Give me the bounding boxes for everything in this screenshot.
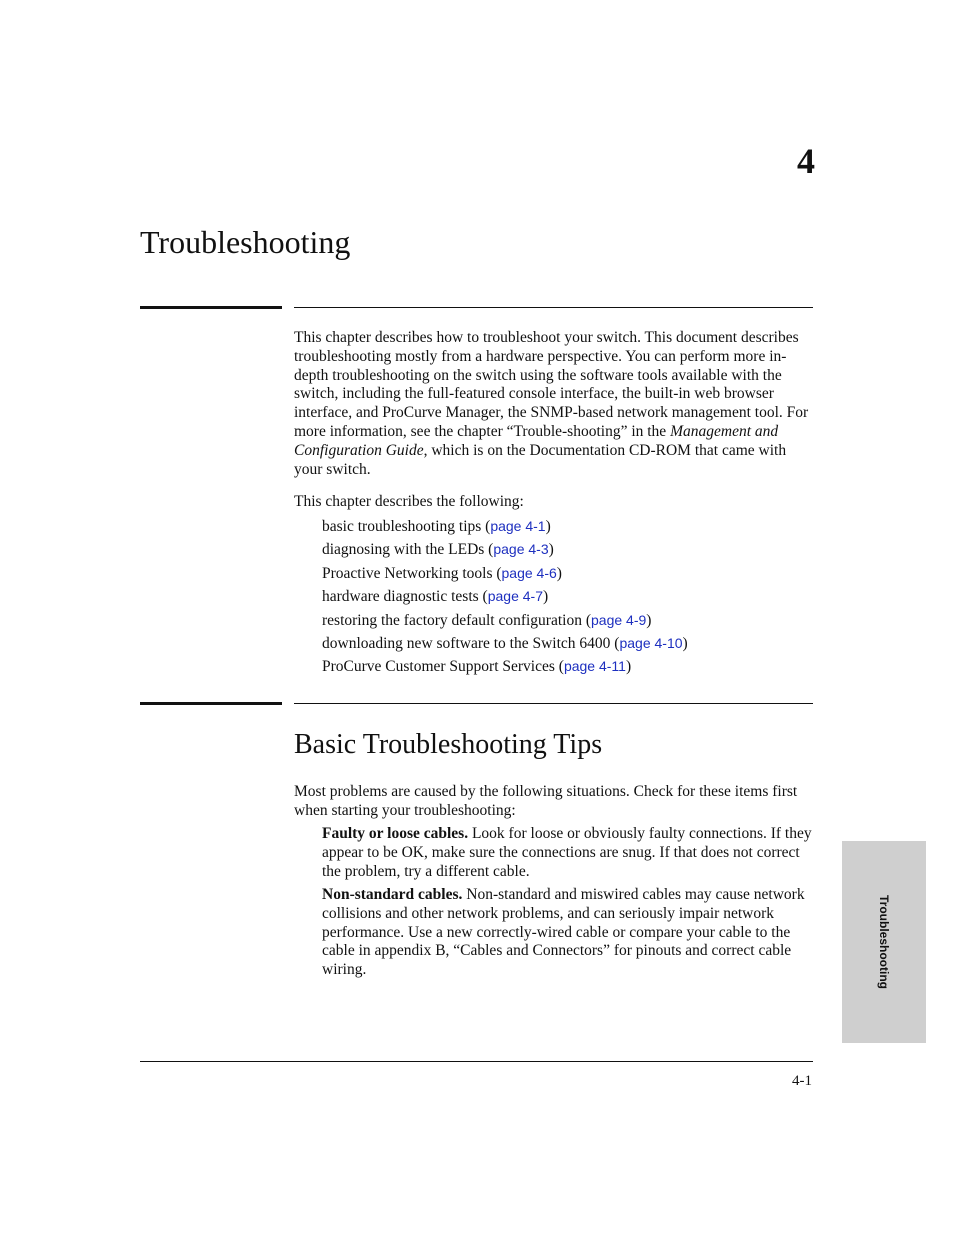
- toc-item: basic troubleshooting tips (page 4-1): [322, 518, 551, 535]
- tip-paragraph: Faulty or loose cables. Look for loose or obviously faulty connections. If they appear to be OK, make sure the connections are snug. If that does not correct the problem, try a different cable.: [322, 825, 812, 880]
- toc-list: [322, 515, 822, 679]
- chapter-title: Troubleshooting: [140, 224, 351, 260]
- section-intro: Most problems are caused by the following situations. Check for these items first when starting your troubleshooting:: [294, 783, 798, 819]
- tip-paragraph: Non-standard cables. Non-standard and miswired cables may cause network collisions and other network problems, and can seriously impair network performance. Use a new correctly-wired cable or compare your cable to the cable in appendix B, “Cables and Connectors” for pinouts and correct cable wiring.: [322, 886, 805, 979]
- toc-item: downloading new software to the Switch 6400 (page 4-10): [322, 634, 688, 652]
- side-tab-label: Troubleshooting: [877, 895, 891, 989]
- section-title: Basic Troubleshooting Tips: [294, 729, 603, 760]
- page-link[interactable]: page 4-11: [563, 658, 626, 675]
- toc-item: ProCurve Customer Support Services (page 4-11): [322, 658, 632, 676]
- rule-thick-left: [140, 306, 282, 309]
- section-rule-thin: [294, 703, 813, 704]
- footer-rule: [140, 1061, 813, 1062]
- side-chapter-tab: [842, 841, 926, 1043]
- page-number: 4-1: [792, 1073, 812, 1089]
- chapter-number: 4: [797, 141, 815, 181]
- toc-item: Proactive Networking tools (page 4-6): [322, 564, 562, 582]
- page-link[interactable]: page 4-1: [490, 518, 546, 534]
- toc-item: hardware diagnostic tests (page 4-7): [322, 588, 549, 606]
- page-link[interactable]: page 4-6: [501, 564, 557, 581]
- toc-item: restoring the factory default configuration (page 4-9): [322, 611, 652, 629]
- toc-lead: This chapter describes the following:: [294, 493, 524, 510]
- page-link[interactable]: page 4-9: [591, 611, 647, 628]
- toc-item: diagnosing with the LEDs (page 4-3): [322, 541, 554, 559]
- tip-heading: Non-standard cables.: [322, 886, 463, 903]
- rule-thin-right: [294, 307, 813, 308]
- page-link[interactable]: page 4-10: [619, 634, 683, 651]
- tip-heading: Faulty or loose cables.: [322, 825, 469, 842]
- section-rule-thick: [140, 702, 282, 705]
- intro-paragraph: This chapter describes how to troubleshoot your switch. This document describes troubleshooting mostly from a hardware perspective. You can perform more in-depth troubleshooting on the switch using the software tools available with the switch, including the full-featured console interface, the built-in web browser interface, and ProCurve Manager, the SNMP-based network management tool. For more information, see the chapter “Trouble-shooting” in the Management and Configuration Guide, which is on the Documentation CD-ROM that came with your switch.: [294, 329, 809, 478]
- page-link[interactable]: page 4-3: [493, 541, 549, 558]
- page-link[interactable]: page 4-7: [487, 588, 543, 605]
